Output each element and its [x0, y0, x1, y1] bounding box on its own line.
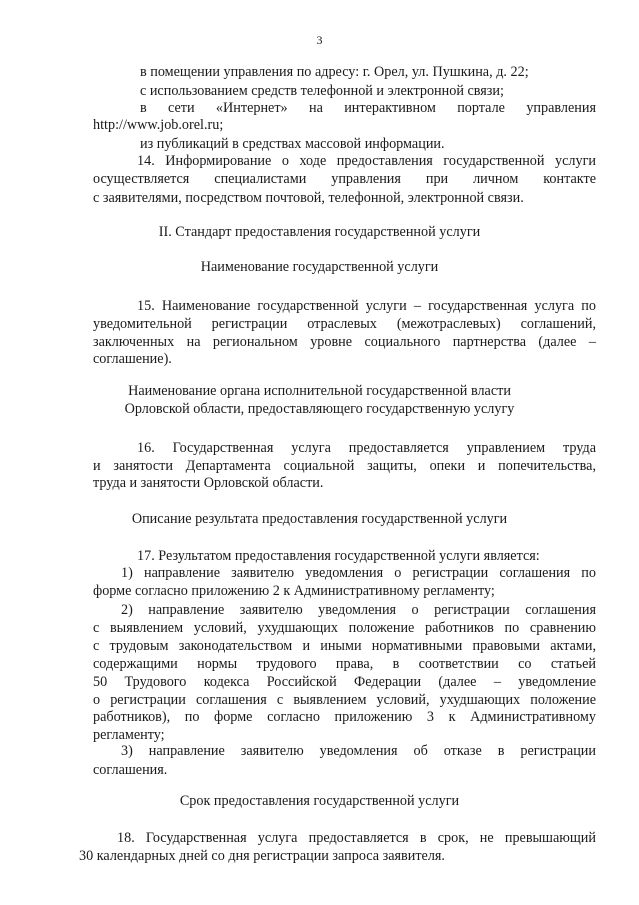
paragraph-18-line: 30 календарных дней со дня регистрации запроса заявителя. [79, 848, 445, 864]
heading-authority-line: Орловской области, предоставляющего государственную услугу [124, 401, 515, 417]
heading-result: Описание результата предоставления государственной услуги [131, 511, 508, 527]
page-number: 3 [316, 33, 323, 47]
paragraph-18-line: 18. Государственная услуга предоставляется в срок, не превышающий [117, 830, 596, 846]
paragraph-16-line: и занятости Департамента социальной защиты, опеки и попечительства, [93, 458, 596, 474]
paragraph-16-line: 16. Государственная услуга предоставляется управлением труда [137, 440, 596, 456]
section-title: II. Стандарт предоставления государственной услуги [158, 224, 481, 240]
paragraph-17-line: 1) направление заявителю уведомления о регистрации соглашения по [121, 565, 596, 581]
paragraph-17-line: о регистрации соглашения с выявлением условий, ухудшающих положение [93, 692, 596, 708]
paragraph-16-line: труда и занятости Орловской области. [93, 475, 324, 491]
text-line: из публикаций в средствах массовой информации. [140, 136, 445, 152]
paragraph-17-line: с трудовым законодательством и иными нормативными правовыми актами, [93, 638, 596, 654]
paragraph-15-line: 15. Наименование государственной услуги – государственная услуга по [137, 298, 596, 314]
paragraph-17-line: с выявлением условий, ухудшающих положение работников по сравнению [93, 620, 596, 636]
paragraph-17-line: соглашения. [93, 762, 168, 778]
text-line: http://www.job.orel.ru; [93, 117, 224, 133]
text-line: в сети «Интернет» на интерактивном портале управления [140, 100, 596, 116]
text-line: с использованием средств телефонной и электронной связи; [140, 83, 504, 99]
paragraph-17-line: регламенту; [93, 727, 165, 743]
text-line: в помещении управления по адресу: г. Орел, ул. Пушкина, д. 22; [140, 64, 529, 80]
paragraph-17-line: 2) направление заявителю уведомления о регистрации соглашения [121, 602, 596, 618]
paragraph-15-line: соглашение). [93, 351, 172, 367]
paragraph-14-line: 14. Информирование о ходе предоставления государственной услуги [137, 153, 596, 169]
paragraph-17-line: 17. Результатом предоставления государственной услуги является: [137, 548, 540, 564]
paragraph-17-line: работников), по форме согласно приложению 3 к Административному [93, 709, 596, 725]
paragraph-15-line: заключенных на региональном уровне социального партнерства (далее – [93, 334, 596, 350]
paragraph-14-line: осуществляется специалистами управления при личном контакте [93, 171, 596, 187]
paragraph-14-line: с заявителями, посредством почтовой, телефонной, электронной связи. [93, 190, 524, 206]
heading-service-name: Наименование государственной услуги [200, 259, 439, 275]
heading-authority-line: Наименование органа исполнительной государственной власти [128, 383, 511, 399]
paragraph-17-line: содержащими нормы трудового права, в соответствии со статьей [93, 656, 596, 672]
paragraph-15-line: уведомительной регистрации отраслевых (межотраслевых) соглашений, [93, 316, 596, 332]
paragraph-17-line: 50 Трудового кодекса Российской Федерации (далее – уведомление [93, 674, 596, 690]
heading-term: Срок предоставления государственной услуги [179, 793, 460, 809]
paragraph-17-line: 3) направление заявителю уведомления об отказе в регистрации [121, 743, 596, 759]
paragraph-17-line: форме согласно приложению 2 к Административному регламенту; [93, 583, 495, 599]
